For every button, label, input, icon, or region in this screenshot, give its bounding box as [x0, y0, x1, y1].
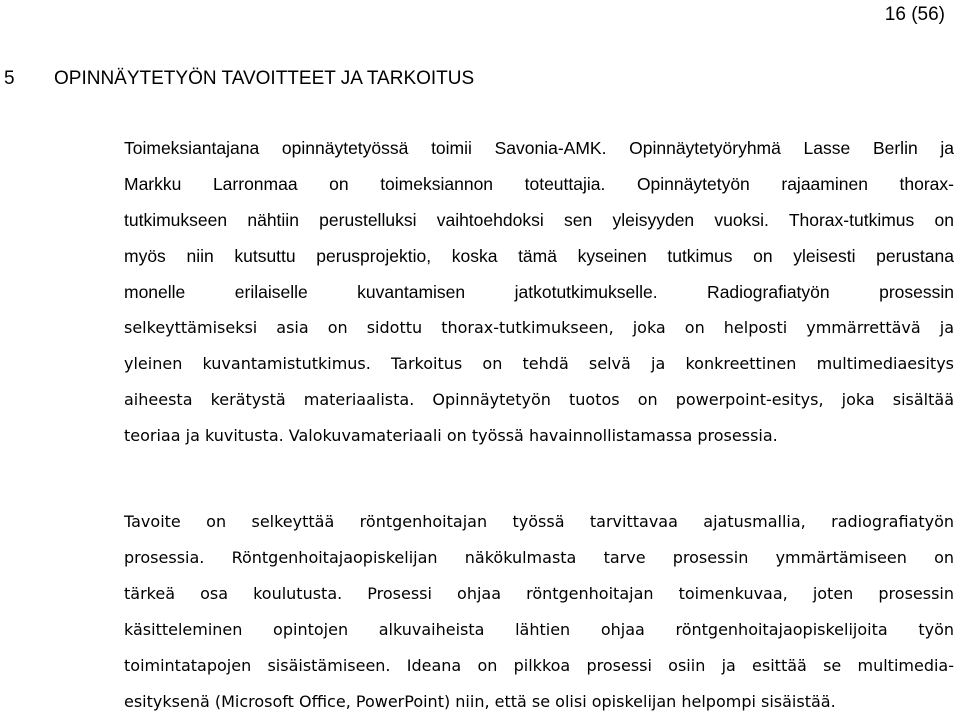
paragraph-line: Markku Larronmaa on toimeksiannon toteuttajia. Opinnäytetyön rajaaminen thorax-	[124, 174, 954, 194]
page-number: 16 (56)	[884, 4, 945, 25]
paragraph-line: esityksenä (Microsoft Office, PowerPoint) niin, että se olisi opiskelijan helpompi sisäistää.	[124, 692, 836, 711]
paragraph-line: myös niin kutsuttu perusprojektio, koska tämä kyseinen tutkimus on yleisesti perustana	[124, 246, 954, 266]
paragraph-line: aiheesta kerätystä materiaalista. Opinnäytetyön tuotos on powerpoint-esitys, joka sisältää	[124, 390, 954, 409]
paragraph-line: yleinen kuvantamistutkimus. Tarkoitus on tehdä selvä ja konkreettinen multimediaesitys	[124, 354, 954, 373]
paragraph-purpose	[124, 504, 954, 720]
paragraph-line: Tavoite on selkeyttää röntgenhoitajan työssä tarvittavaa ajatusmallia, radiografiatyön	[124, 512, 954, 531]
paragraph-line: tärkeä osa koulutusta. Prosessi ohjaa röntgenhoitajan toimenkuvaa, joten prosessin	[124, 584, 954, 603]
paragraph-line: prosessia. Röntgenhoitajaopiskelijan näkökulmasta tarve prosessin ymmärtämiseen on	[124, 548, 954, 567]
section-heading	[4, 67, 940, 91]
paragraph-line: toimintatapojen sisäistämiseen. Ideana on pilkkoa prosessi osiin ja esittää se multimedia-	[124, 656, 954, 675]
paragraph-objectives	[124, 130, 954, 454]
section-title: OPINNÄYTETYÖN TAVOITTEET JA TARKOITUS	[54, 68, 475, 89]
paragraph-line: monelle erilaiselle kuvantamisen jatkotutkimukselle. Radiografiatyön prosessin	[124, 282, 954, 302]
paragraph-line: käsitteleminen opintojen alkuvaiheista lähtien ohjaa röntgenhoitajaopiskelijoita työn	[124, 620, 954, 639]
paragraph-line: teoriaa ja kuvitusta. Valokuvamateriaali on työssä havainnollistamassa prosessia.	[124, 426, 778, 445]
paragraph-line: Toimeksiantajana opinnäytetyössä toimii Savonia-AMK. Opinnäytetyöryhmä Lasse Berlin ja	[124, 138, 954, 158]
paragraph-line: selkeyttämiseksi asia on sidottu thorax-tutkimukseen, joka on helposti ymmärrettävä ja	[124, 318, 954, 337]
section-number: 5	[4, 68, 15, 89]
paragraph-line: tutkimukseen nähtiin perustelluksi vaihtoehdoksi sen yleisyyden vuoksi. Thorax-tutkimus on	[124, 210, 954, 230]
